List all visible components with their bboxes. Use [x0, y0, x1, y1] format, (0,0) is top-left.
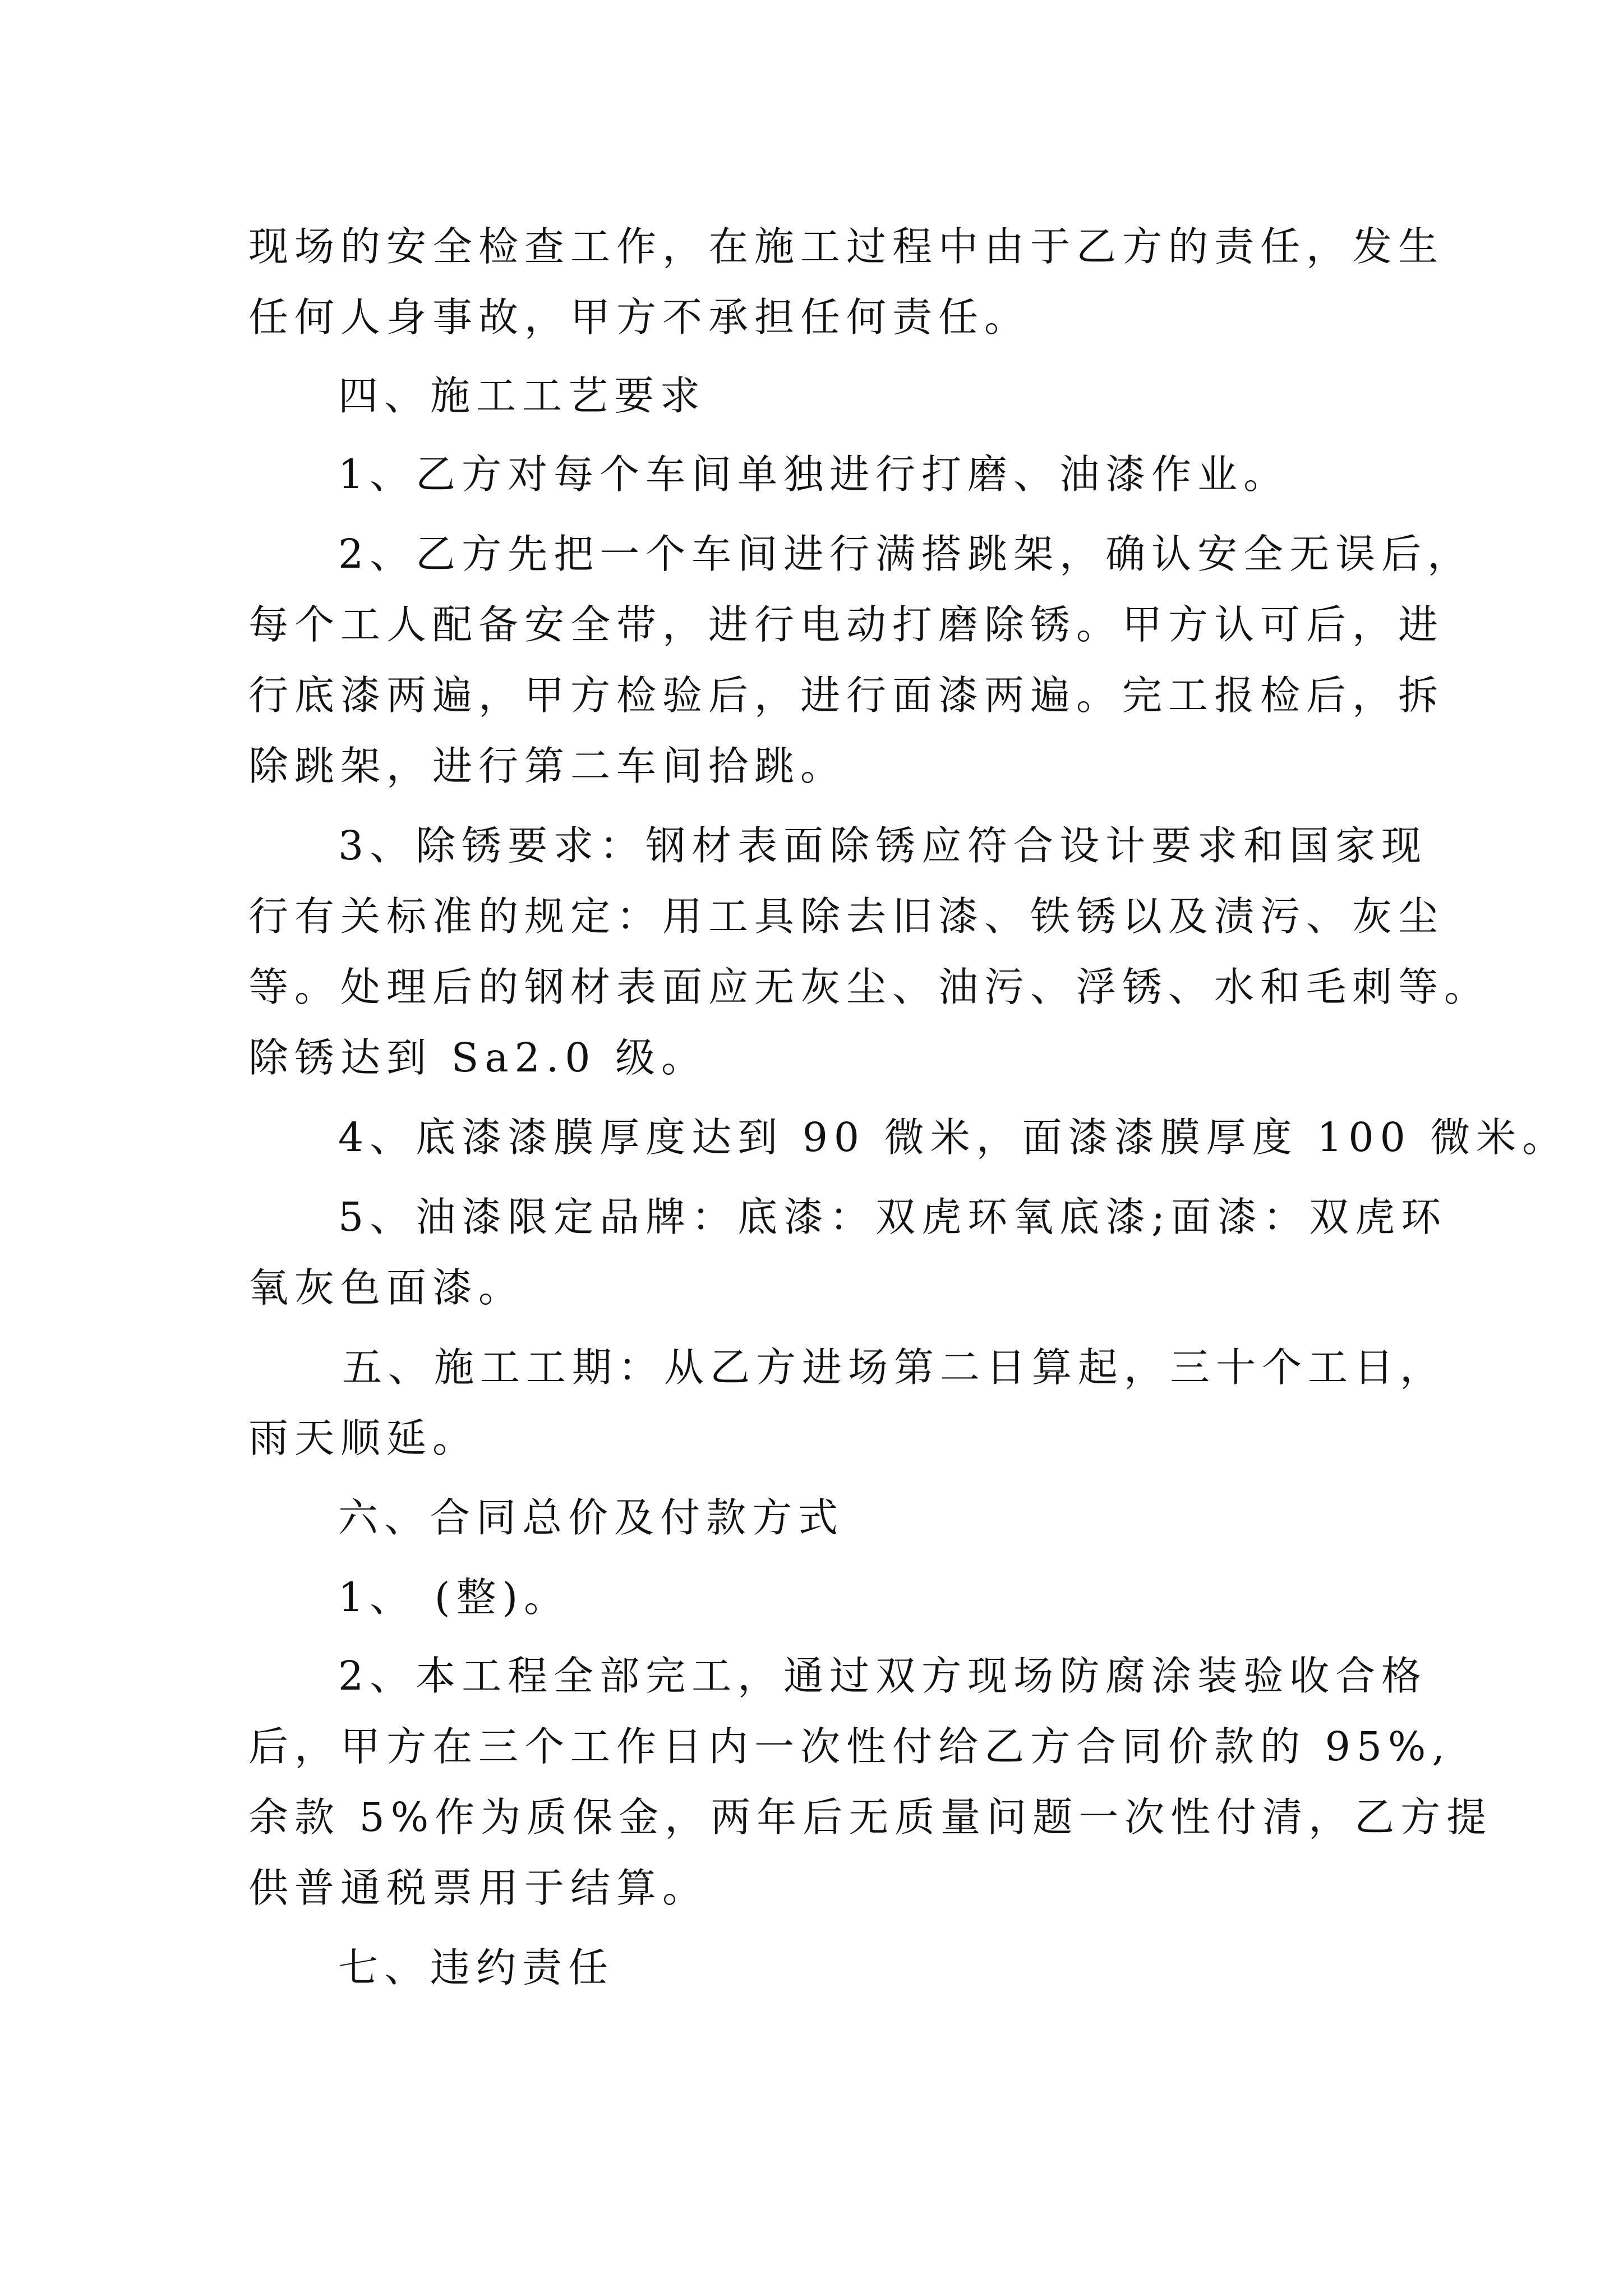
- section-heading-6: 六、合同总价及付款方式: [338, 1494, 845, 1541]
- text-line-8: 除跳架，进行第二车间拾跳。: [248, 743, 847, 789]
- text-line-10: 行有关标准的规定：用工具除去旧漆、铁锈以及渍污、灰尘: [248, 893, 1445, 940]
- text-line-20: 2、本工程全部完工，通过双方现场防腐涂装验收合格: [338, 1653, 1428, 1699]
- text-line-7: 行底漆两遍，甲方检验后，进行面漆两遍。完工报检后，拆: [248, 672, 1445, 719]
- text-line-1: 现场的安全检查工作，在施工过程中由于乙方的责任，发生: [248, 223, 1445, 270]
- text-line-15: 氧灰色面漆。: [248, 1264, 525, 1311]
- text-line-9: 3、除锈要求：钢材表面除锈应符合设计要求和国家现: [338, 822, 1428, 869]
- text-line-23: 供普通税票用于结算。: [248, 1865, 709, 1911]
- text-line-19: 1、 (整)。: [338, 1574, 570, 1621]
- text-line-6: 每个工人配备安全带，进行电动打磨除锈。甲方认可后，进: [248, 601, 1445, 648]
- text-line-22: 余款 5%作为质保金，两年后无质量问题一次性付清，乙方提: [248, 1794, 1493, 1841]
- text-line-2: 任何人身事故，甲方不承担任何责任。: [248, 294, 1031, 341]
- section-heading-4: 四、施工工艺要求: [338, 372, 707, 419]
- text-line-21: 后，甲方在三个工作日内一次性付给乙方合同价款的 95%,: [248, 1723, 1451, 1770]
- section-heading-7: 七、违约责任: [338, 1944, 615, 1991]
- text-line-14: 5、油漆限定品牌：底漆：双虎环氧底漆;面漆：双虎环: [338, 1194, 1447, 1240]
- text-line-4: 1、乙方对每个车间单独进行打磨、油漆作业。: [338, 451, 1290, 498]
- text-line-12: 除锈达到 Sa2.0 级。: [248, 1034, 708, 1081]
- text-line-11: 等。处理后的钢材表面应无灰尘、油污、浮锈、水和毛刺等。: [248, 964, 1491, 1010]
- section-heading-5: 五、施工工期：从乙方进场第二日算起，三十个工日，: [342, 1344, 1446, 1391]
- text-line-17: 雨天顺延。: [248, 1415, 479, 1461]
- text-line-5: 2、乙方先把一个车间进行满搭跳架，确认安全无误后，: [338, 531, 1474, 577]
- text-line-13: 4、底漆漆膜厚度达到 90 微米，面漆漆膜厚度 100 微米。: [338, 1114, 1569, 1161]
